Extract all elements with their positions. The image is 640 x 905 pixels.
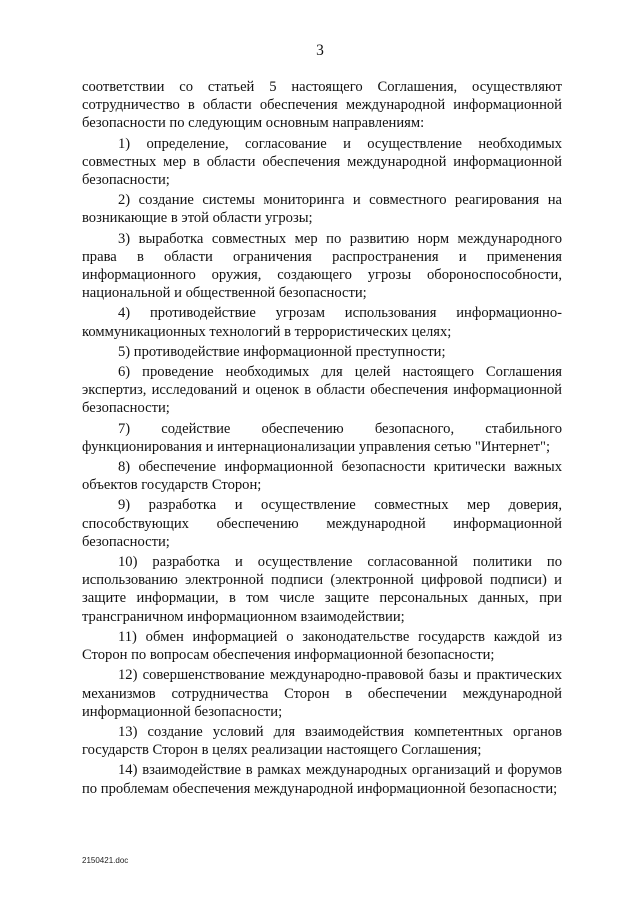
file-name-footer: 2150421.doc	[82, 856, 129, 865]
list-item-5: 5) противодействие информационной преступности;	[118, 343, 446, 360]
list-item-13: 13) создание условий для взаимодействия компетентных органов государств Сторон в целях реализации настоящего Соглашения;	[82, 723, 562, 759]
list-item-8: 8) обеспечение информационной безопасности критически важных объектов государств Сторон;	[82, 459, 562, 494]
page-number: 3	[316, 42, 324, 59]
paragraph-intro: соответствии со статьей 5 настоящего Соглашения, осуществляют сотрудничество в области обеспечения международной информационной безопасности по следующим основным направлениям:	[82, 79, 562, 132]
list-item-7: 7) содействие обеспечению безопасного, стабильного функционирования и интернационализации управления сетью "Интернет";	[82, 420, 562, 455]
list-item-9: 9) разработка и осуществление совместных мер доверия, способствующих обеспечению международной информационной безопасности;	[82, 497, 562, 550]
list-item-6: 6) проведение необходимых для целей настоящего Соглашения экспертиз, исследований и оценок в области обеспечения информационной безопасности;	[82, 364, 562, 417]
list-item-2: 2) создание системы мониторинга и совместного реагирования на возникающие в этой области угрозы;	[82, 192, 562, 227]
list-item-10: 10) разработка и осуществление согласованной политики по использованию электронной подписи (электронной цифровой подписи) и защите информации, в том числе защите персональных данных, при трансграничном информационном взаимодействии;	[82, 554, 562, 625]
document-body	[82, 78, 562, 800]
list-item-1: 1) определение, согласование и осуществление необходимых совместных мер в области обеспечения международной информационной безопасности;	[82, 135, 562, 189]
list-item-4: 4) противодействие угрозам использования информационно-коммуникационных технологий в террористических целях;	[82, 305, 562, 340]
list-item-11: 11) обмен информацией о законодательстве государств каждой из Сторон по вопросам обеспечения информационной безопасности;	[82, 628, 562, 664]
list-item-3: 3) выработка совместных мер по развитию норм международного права в области ограничения распространения и применения информационного оружия, создающего угрозы обороноспособности, национальной и общественной безопасности;	[82, 230, 562, 302]
list-item-14: 14) взаимодействие в рамках международных организаций и форумов по проблемам обеспечения международной информационной безопасности;	[82, 762, 562, 797]
list-item-12: 12) совершенствование международно-правовой базы и практических механизмов сотрудничества Сторон в обеспечении международной информационной безопасности;	[82, 667, 562, 720]
